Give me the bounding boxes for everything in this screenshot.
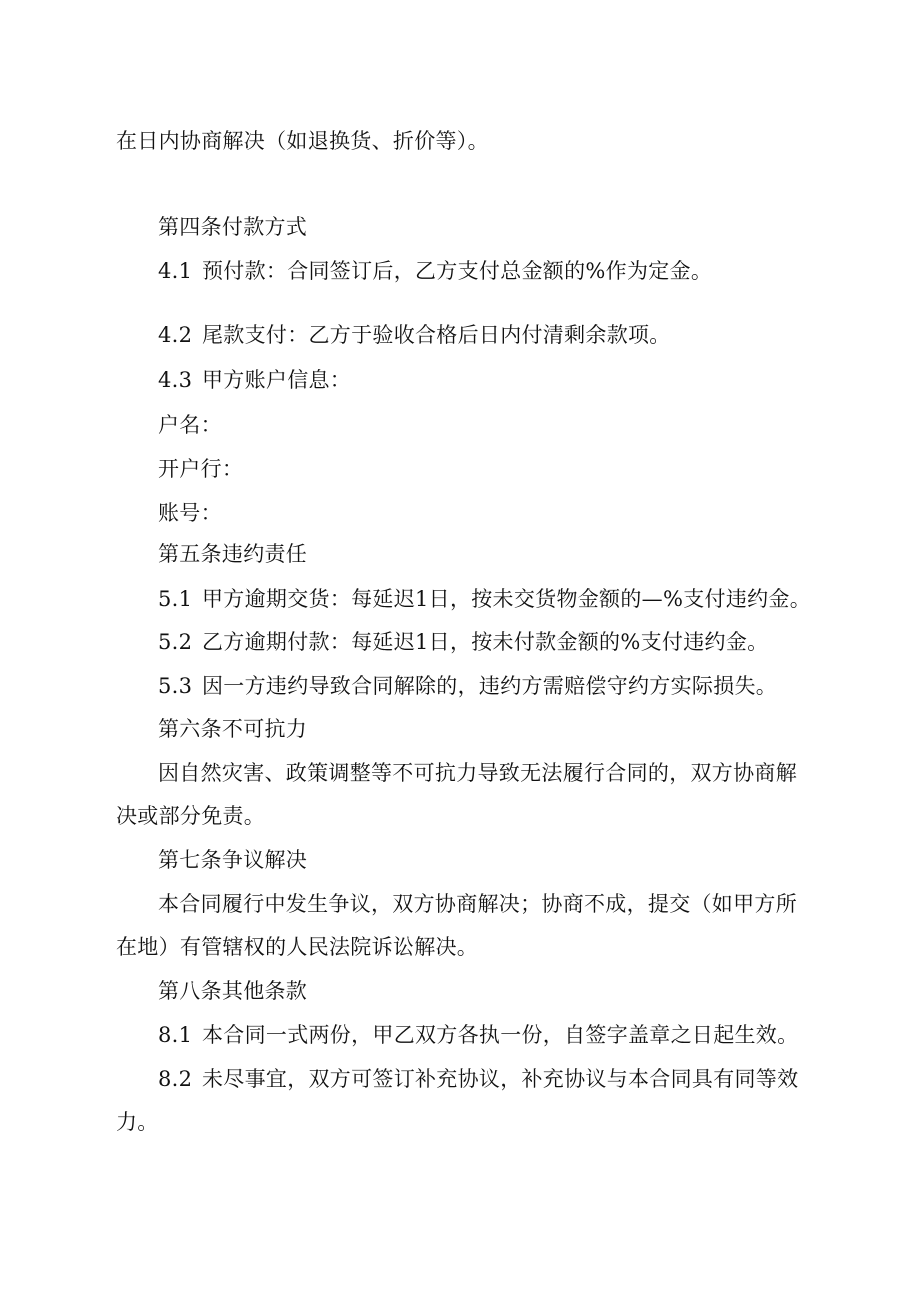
article-4-heading: 第四条付款方式	[158, 215, 308, 239]
article-6-paragraph-line-2: 决或部分免责。	[116, 804, 266, 828]
clause-5-3	[0, 672, 920, 700]
clause-5-2-number: 5.2	[158, 630, 193, 654]
clause-5-2-text: 乙方逾期付款：每延迟1日，按未付款金额的%支付违约金。	[202, 630, 769, 654]
article-7-paragraph-line-1: 本合同履行中发生争议，双方协商解决；协商不成，提交（如甲方所	[158, 892, 797, 916]
account-name-field: 户名：	[158, 413, 222, 437]
clause-8-1-number: 8.1	[158, 1023, 193, 1047]
clause-8-2-number: 8.2	[158, 1067, 193, 1091]
article-7-heading: 第七条争议解决	[158, 848, 308, 872]
clause-4-1-text: 预付款：合同签订后，乙方支付总金额的%作为定金。	[202, 259, 713, 283]
clause-5-1-number: 5.1	[158, 587, 193, 611]
article-5-heading: 第五条违约责任	[158, 542, 308, 566]
continuation-text: 在日内协商解决（如退换货、折价等）。	[116, 129, 489, 153]
clause-4-1-number: 4.1	[158, 259, 193, 283]
clause-4-3-text: 甲方账户信息：	[202, 368, 352, 392]
article-7-paragraph-line-2: 在地）有管辖权的人民法院诉讼解决。	[116, 935, 479, 959]
clause-4-3	[0, 366, 920, 394]
article-6-paragraph-line-1: 因自然灾害、政策调整等不可抗力导致无法履行合同的，双方协商解	[158, 761, 797, 785]
clause-4-2-number: 4.2	[158, 323, 193, 347]
clause-8-2-continuation: 力。	[116, 1110, 159, 1134]
article-6-heading: 第六条不可抗力	[158, 717, 308, 741]
article-8-heading: 第八条其他条款	[158, 979, 308, 1003]
clause-4-2	[0, 321, 920, 349]
clause-8-1-text: 本合同一式两份，甲乙双方各执一份，自签字盖章之日起生效。	[202, 1023, 799, 1047]
clause-4-3-number: 4.3	[158, 368, 193, 392]
clause-8-1	[0, 1021, 920, 1049]
clause-5-3-text: 因一方违约导致合同解除的，违约方需赔偿守约方实际损失。	[202, 674, 778, 698]
clause-4-1	[0, 257, 920, 285]
clause-4-2-text: 尾款支付：乙方于验收合格后日内付清剩余款项。	[202, 323, 671, 347]
bank-field: 开户行：	[158, 457, 244, 481]
clause-5-3-number: 5.3	[158, 674, 193, 698]
clause-8-2	[0, 1065, 920, 1093]
clause-5-1	[0, 585, 920, 613]
clause-8-2-text: 未尽事宜，双方可签订补充协议，补充协议与本合同具有同等效	[202, 1067, 799, 1091]
clause-5-2	[0, 628, 920, 656]
account-number-field: 账号：	[158, 501, 222, 525]
clause-5-1-text: 甲方逾期交货：每延迟1日，按未交货物金额的—%支付违约金。	[202, 587, 812, 611]
